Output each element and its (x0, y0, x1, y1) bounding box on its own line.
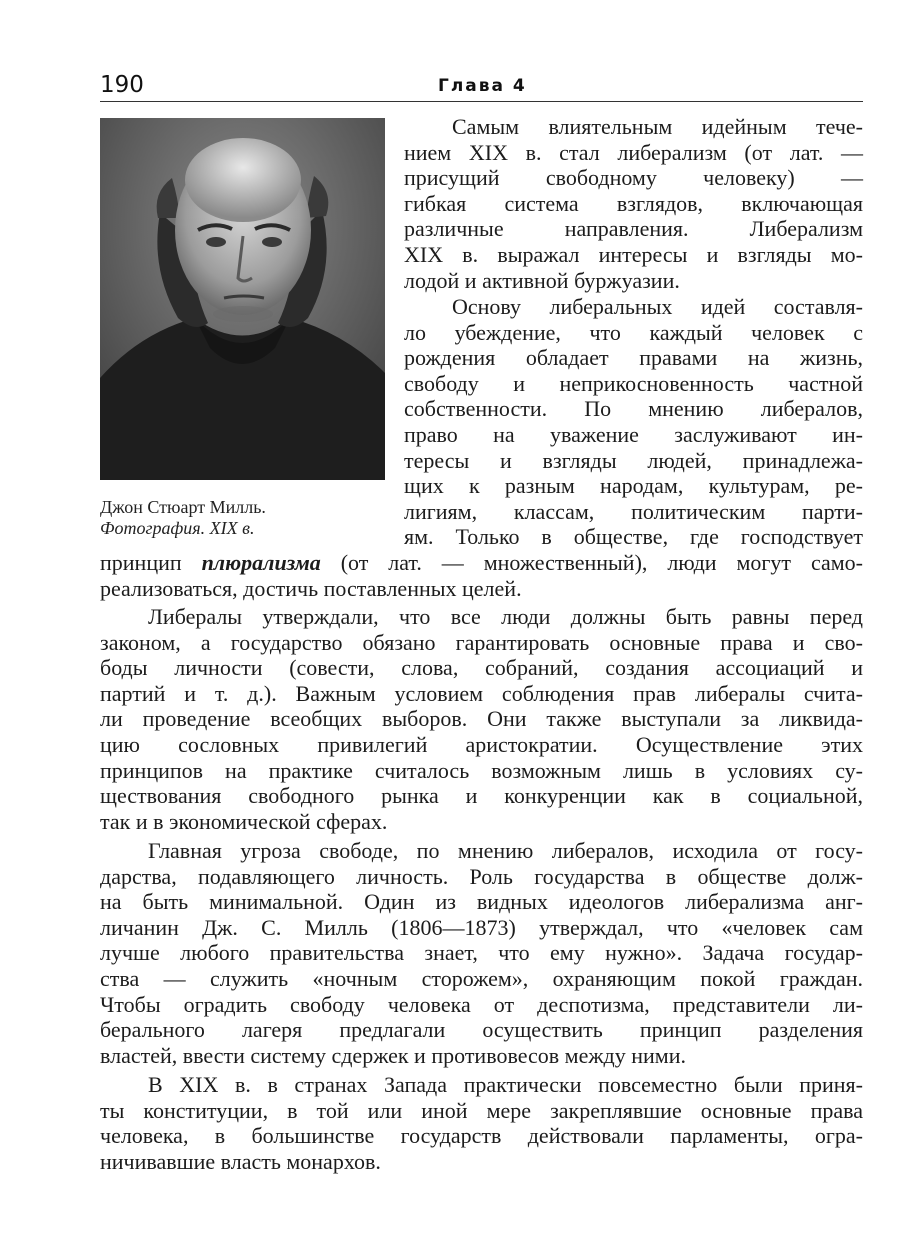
text-line: Чтобы оградить свободу человека от деспотизма, представители ли- (100, 991, 863, 1017)
figure-caption (100, 497, 390, 539)
text-line: ства — служить «ночным сторожем», охраняющим покой граждан. (100, 965, 863, 991)
page-number: 190 (100, 72, 144, 98)
paragraph-4 (100, 838, 863, 1068)
text-line: дарства, подавляющего личность. Роль государства в обществе долж- (100, 863, 863, 889)
text-line: реализоваться, достичь поставленных целей. (100, 575, 522, 601)
text-line: берального лагеря предлагали осуществить принцип разделения (100, 1017, 863, 1043)
text-line: на быть минимальной. Один из видных идеологов либерализма анг- (100, 889, 863, 915)
text-line: так и в экономической сферах. (100, 808, 388, 834)
text-line: ществования свободного рынка и конкуренции как в социальной, (100, 783, 863, 809)
text-line: Главная угроза свободе, по мнению либералов, исходила от госу- (148, 838, 863, 863)
header-rule (100, 101, 863, 102)
text-line: право на уважение заслуживают ин- (404, 421, 863, 447)
text-fragment: принцип (100, 550, 202, 575)
caption-name: Джон Стюарт Милль. (100, 497, 266, 517)
text-line: ты конституции, в той или иной мере закреплявшие основные права (100, 1097, 863, 1123)
text-line: Самым влиятельным идейным тече- (452, 114, 863, 139)
text-line: присущий свободному человеку) — (404, 165, 863, 191)
chapter-title: Глава 4 (438, 76, 527, 96)
text-line: гибкая система взглядов, включающая (404, 190, 863, 216)
text-fragment: (от лат. — множественный), люди могут само- (320, 550, 864, 575)
text-line: лучше любого правительства знает, что ему нужно». Задача государ- (100, 940, 863, 966)
text-line: щих к разным народам, культурам, ре- (404, 473, 863, 499)
caption-subtitle: Фотография. XIX в. (100, 518, 255, 538)
text-line: ло убеждение, что каждый человек с (404, 319, 863, 345)
text-line: В XIX в. в странах Запада практически повсеместно были приня- (148, 1072, 863, 1097)
text-line: законом, а государство обязано гарантировать основные права и сво- (100, 629, 863, 655)
term-pluralism: плюрализма (201, 550, 321, 575)
paragraph-2-full (100, 550, 863, 601)
portrait-photo (100, 118, 385, 480)
text-line: ли проведение всеобщих выборов. Они также выступали за ликвида- (100, 706, 863, 732)
paragraph-1 (404, 114, 863, 293)
text-line: личанин Дж. С. Милль (1806—1873) утверждал, что «человек сам (100, 914, 863, 940)
text-line: цию сословных привилегий аристократии. Осуществление этих (100, 731, 863, 757)
text-line: лигиям, классам, политическим парти- (404, 498, 863, 524)
text-line: нием XIX в. стал либерализм (от лат. — (404, 139, 863, 165)
paragraph-3 (100, 604, 863, 834)
text-line: ям. Только в обществе, где господствует (404, 524, 863, 550)
text-line: различные направления. Либерализм (404, 216, 863, 242)
text-line: властей, ввести систему сдержек и противовесов между ними. (100, 1042, 686, 1068)
paragraph-5 (100, 1072, 863, 1174)
paragraph-2-column (404, 294, 863, 550)
text-line: ничивавшие власть монархов. (100, 1148, 381, 1174)
text-line: принципов на практике считалось возможным лишь в условиях су- (100, 757, 863, 783)
text-line: лодой и активной буржуазии. (404, 267, 680, 293)
text-line: XIX в. выражал интересы и взгляды мо- (404, 241, 863, 267)
text-line: собственности. По мнению либералов, (404, 396, 863, 422)
text-line: свободу и неприкосновенность частной (404, 370, 863, 396)
text-line: партий и т. д.). Важным условием соблюдения прав либералы счита- (100, 680, 863, 706)
text-line: человека, в большинстве государств действовали парламенты, огра- (100, 1123, 863, 1149)
text-line: тересы и взгляды людей, принадлежа- (404, 447, 863, 473)
text-line (100, 550, 863, 576)
text-line: рождения обладает правами на жизнь, (404, 345, 863, 371)
text-line: Основу либеральных идей составля- (452, 294, 863, 319)
text-line: боды личности (совести, слова, собраний, создания ассоциаций и (100, 655, 863, 681)
portrait-illustration (100, 118, 385, 480)
text-line: Либералы утверждали, что все люди должны быть равны перед (148, 604, 863, 629)
